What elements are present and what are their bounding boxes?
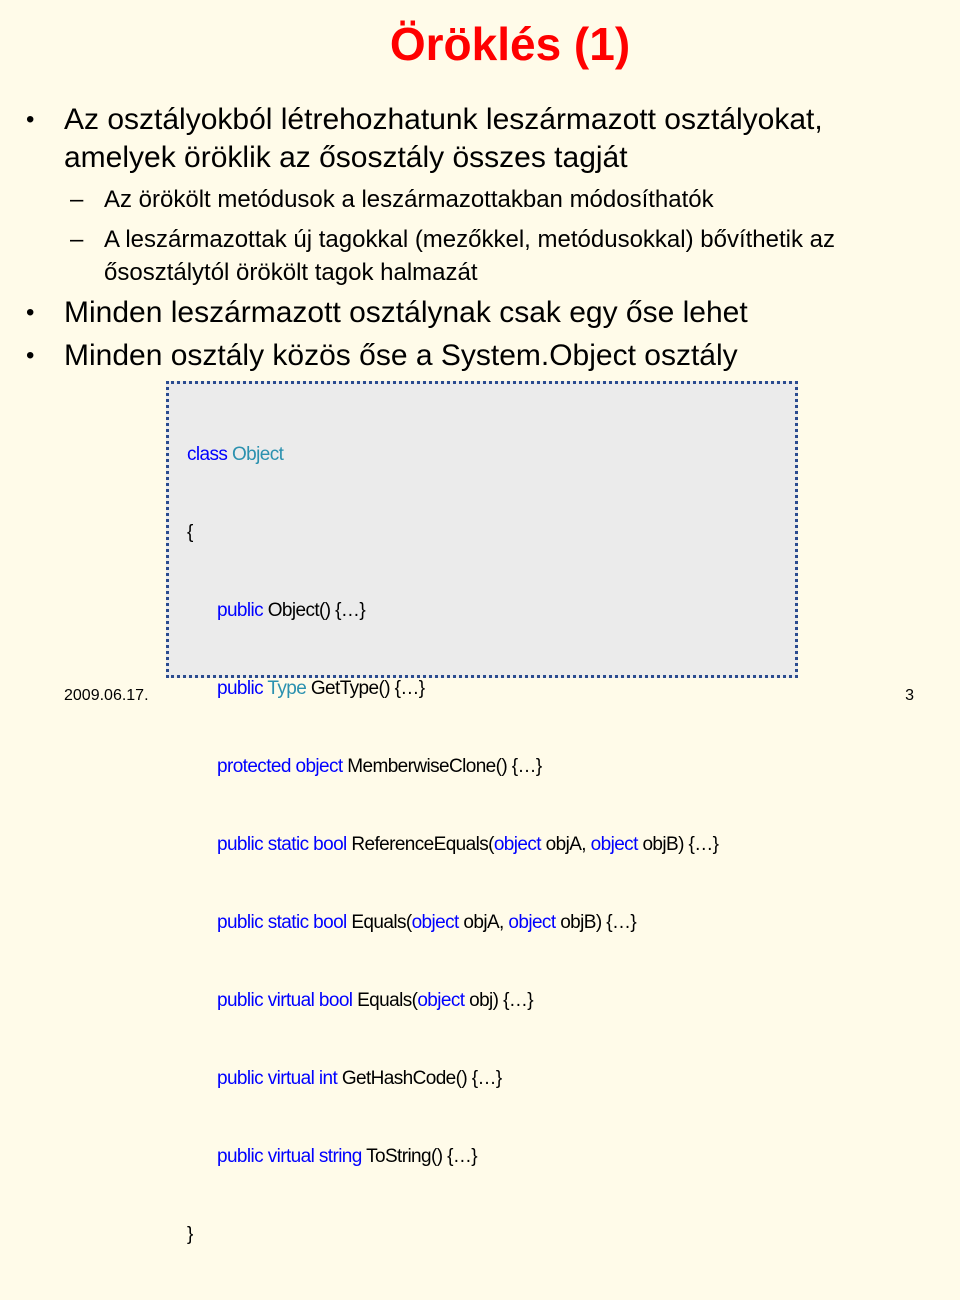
code-text: Object() {…}: [267, 600, 366, 621]
code-line: [187, 520, 718, 546]
subbullet-dash: –: [70, 186, 84, 213]
code-line: [187, 988, 718, 1014]
code-text: Equals(: [351, 912, 412, 933]
bullet-text: Minden osztály közös őse a System.Object osztály: [64, 339, 738, 372]
code-text: GetType() {…}: [310, 678, 425, 699]
code-keyword: public virtual bool: [217, 990, 353, 1011]
bullet-dot: •: [26, 299, 35, 326]
code-text: objB) {…}: [642, 834, 719, 855]
bullet-3: [26, 337, 924, 375]
code-keyword: public virtual int: [217, 1068, 338, 1089]
bullet-1: [26, 101, 924, 177]
code-text: ToString() {…}: [366, 1146, 478, 1167]
code-keyword: public static bool: [217, 834, 347, 855]
bullet-text: Az osztályokból létrehozhatunk leszármazott osztályokat, amelyek öröklik az ősosztály összes tagját: [64, 103, 823, 174]
code-keyword: public: [217, 678, 264, 699]
code-type: Type: [267, 678, 307, 699]
code-line: [187, 1222, 718, 1248]
subbullet-2: [70, 223, 924, 289]
code-keyword: object: [508, 912, 556, 933]
code-type: Object: [231, 444, 284, 465]
code-line: [187, 1066, 718, 1092]
slide-title: Öröklés (1): [389, 18, 631, 70]
bullet-text: Minden leszármazott osztálynak csak egy őse lehet: [64, 296, 748, 329]
code-text: GetHashCode() {…}: [341, 1068, 502, 1089]
subbullet-dash: –: [70, 226, 84, 253]
code-keyword: object: [493, 834, 541, 855]
code-line: [187, 754, 718, 780]
code-keyword: class: [187, 444, 228, 465]
code-listing: [187, 390, 718, 1300]
code-text: ReferenceEquals(: [351, 834, 494, 855]
code-line: [187, 910, 718, 936]
code-brace-close: }: [187, 1224, 193, 1245]
subbullet-text: Az örökölt metódusok a leszármazottakban módosíthatók: [104, 186, 714, 213]
code-line: [187, 598, 718, 624]
code-keyword: public: [217, 600, 264, 621]
bullet-dot: •: [26, 106, 35, 133]
code-keyword: public static bool: [217, 912, 347, 933]
code-text: MemberwiseClone() {…}: [347, 756, 542, 777]
code-line: [187, 442, 718, 468]
subbullet-1: [70, 183, 924, 216]
bullet-dot: •: [26, 342, 35, 369]
code-text: objA,: [545, 834, 586, 855]
code-keyword: object: [590, 834, 638, 855]
code-box: [166, 381, 798, 1245]
footer-date: 2009.06.17.: [64, 687, 149, 704]
page-number: 3: [905, 687, 914, 704]
code-line: [187, 832, 718, 858]
code-text: Equals(: [357, 990, 418, 1011]
subbullet-text: A leszármazottak új tagokkal (mezőkkel, metódusokkal) bővíthetik az ősosztálytól örökölt tagok halmazát: [104, 226, 835, 286]
code-keyword: public virtual string: [217, 1146, 362, 1167]
code-keyword: object: [417, 990, 465, 1011]
code-line: [187, 1144, 718, 1170]
code-line: [187, 676, 718, 702]
code-keyword: object: [411, 912, 459, 933]
bullet-2: [26, 294, 924, 332]
code-keyword: protected object: [217, 756, 343, 777]
code-text: objA,: [463, 912, 504, 933]
code-text: obj) {…}: [469, 990, 533, 1011]
code-text: objB) {…}: [560, 912, 637, 933]
code-brace-open: {: [187, 522, 193, 543]
